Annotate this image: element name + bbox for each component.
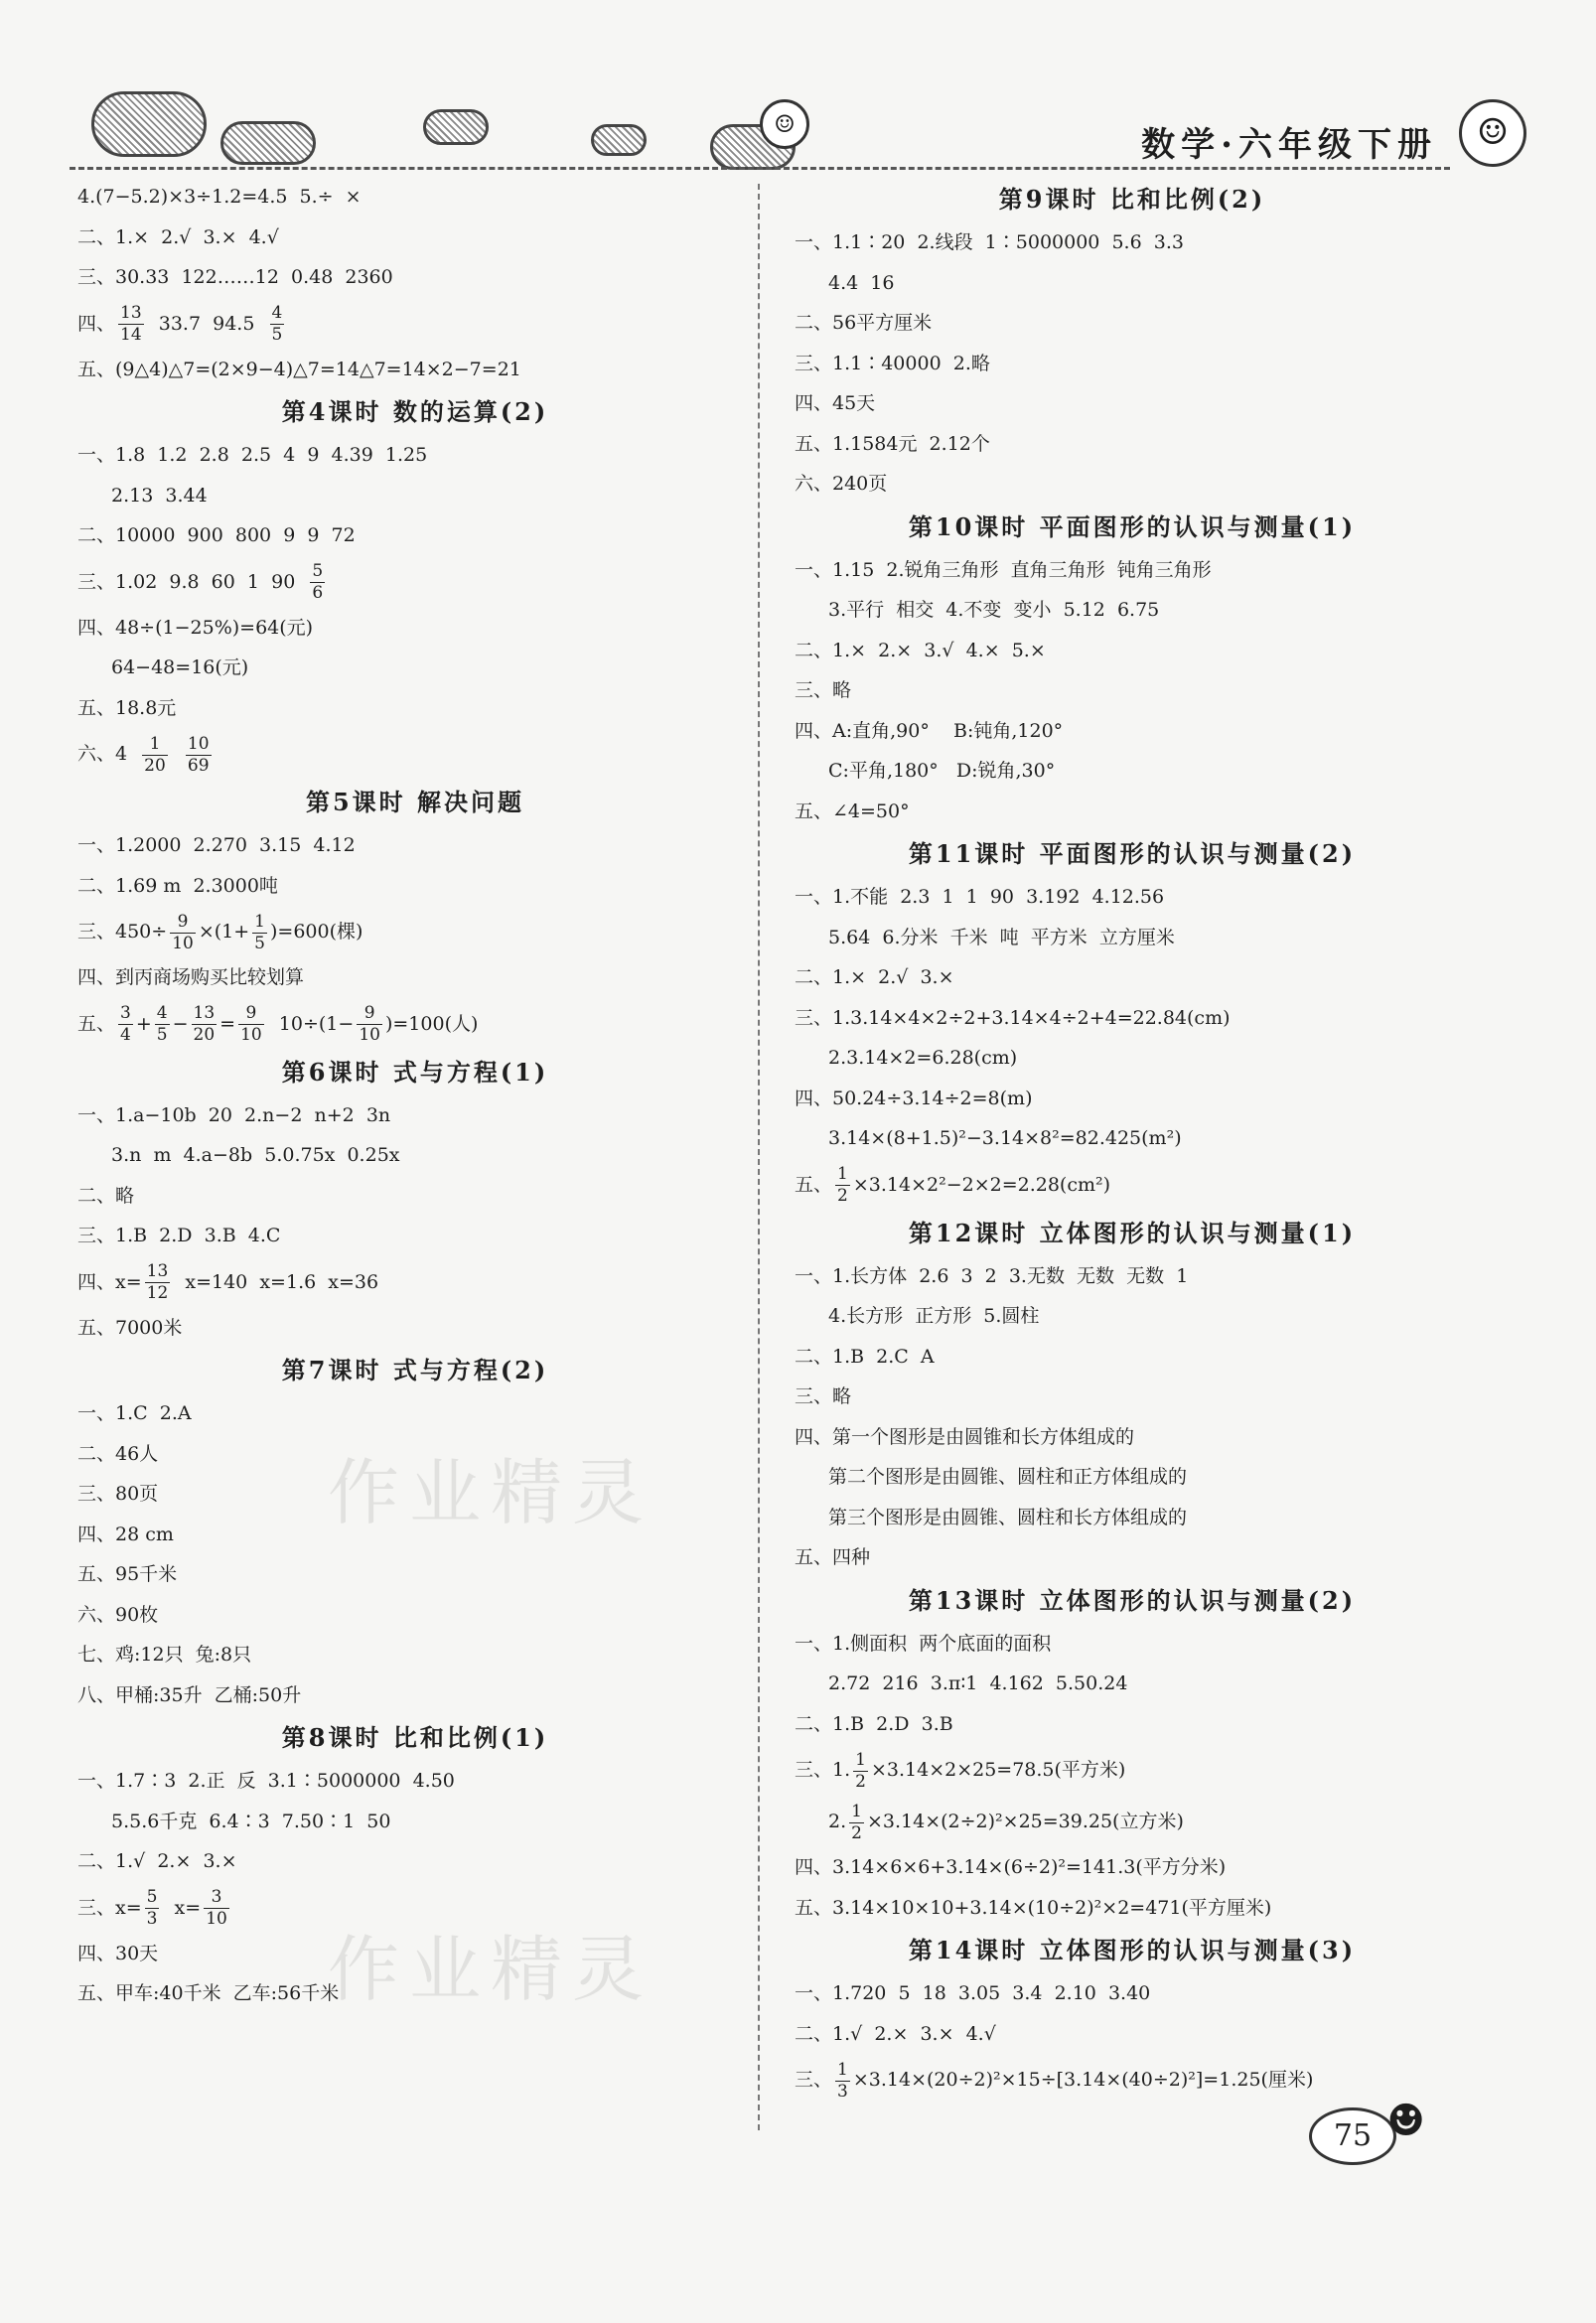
answer-text: )=600(棵) [270, 921, 363, 943]
answer-line [795, 631, 1470, 671]
fraction-numerator: 1 [254, 911, 265, 932]
fraction-numerator: 5 [146, 1887, 158, 1907]
fraction [849, 1801, 864, 1843]
answer-line [77, 1135, 753, 1176]
answer-line [77, 1256, 753, 1308]
answer-text: 四、28 cm [77, 1523, 174, 1545]
fraction-numerator: 9 [357, 1005, 382, 1025]
answer-line [77, 1216, 753, 1256]
answer-text: 二、1.× 2.√ 3.× 4.√ [77, 225, 279, 248]
answer-text: ×3.14×2×25=78.5(平方米) [870, 1759, 1126, 1781]
answer-line [795, 751, 1470, 792]
answer-line [795, 1337, 1470, 1378]
answer-text: 二、46人 [77, 1442, 159, 1465]
answer-text: 三、x= [77, 1896, 142, 1919]
answer-text: 三、 [795, 2069, 833, 2091]
fraction-numerator: 3 [204, 1889, 229, 1909]
answer-line [795, 1664, 1470, 1704]
fraction-denominator: 5 [156, 1025, 168, 1045]
answer-text: 四、3.14×6×6+3.14×(6÷2)²=141.3(平方分米) [795, 1856, 1227, 1878]
answer-text: 二、1.× 2.× 3.√ 4.× 5.× [795, 639, 1046, 661]
answer-text: 二、略 [77, 1184, 135, 1207]
smiling-cloud-icon [91, 91, 207, 157]
answer-line [77, 648, 753, 688]
lesson-heading: 第5课时 解决问题 [305, 788, 525, 816]
fraction-denominator: 20 [193, 1025, 216, 1045]
lesson-heading: 第13课时 立体图形的认识与测量(2) [908, 1585, 1357, 1615]
fraction-denominator: 10 [172, 933, 194, 953]
answer-line [795, 1537, 1470, 1578]
fraction-denominator: 10 [240, 1025, 262, 1045]
cloud-icon [423, 109, 489, 145]
lesson-heading: 第9课时 比和比例(2) [998, 185, 1266, 214]
answer-line [795, 222, 1470, 263]
answer-text: 五、95千米 [77, 1563, 178, 1585]
fraction-numerator: 1 [837, 2059, 848, 2080]
answer-line [795, 1159, 1470, 1211]
answer-line [795, 344, 1470, 384]
answer-text: 六、90枚 [77, 1603, 159, 1626]
answer-text: 2. [828, 1811, 847, 1832]
answer-text: 10÷(1− [266, 1012, 355, 1035]
header-title: 数学·六年级下册 [1141, 125, 1437, 165]
answer-text: 二、1.√ 2.× 3.× 4.√ [795, 2022, 996, 2045]
answer-line [795, 1256, 1470, 1297]
answer-text: 3.n m 4.a−8b 5.0.75x 0.25x [111, 1144, 400, 1166]
answer-line [795, 1079, 1470, 1119]
fraction-denominator: 10 [206, 1909, 227, 1929]
answer-text: 五、18.8元 [77, 696, 177, 719]
answer-text: 一、1.a−10b 20 2.n−2 n+2 3n [77, 1103, 391, 1126]
answer-line [795, 792, 1470, 832]
fraction [118, 305, 144, 344]
answer-line [77, 1095, 753, 1136]
answer-text: 5.64 6.分米 千米 吨 平方米 立方厘米 [828, 926, 1175, 948]
fraction-denominator: 2 [851, 1822, 862, 1843]
answer-text: x=140 x=1.6 x=36 [173, 1270, 379, 1293]
answer-line [77, 257, 753, 298]
fraction-denominator: 69 [187, 755, 210, 776]
sun-icon: ☺ [760, 99, 809, 149]
fraction-denominator: 20 [144, 755, 166, 776]
answer-line [77, 825, 753, 866]
lesson-heading: 第12课时 立体图形的认识与测量(1) [908, 1218, 1357, 1247]
answer-text: 三、450÷ [77, 921, 168, 943]
answer-text: 七、鸡:12只 兔:8只 [77, 1644, 252, 1666]
fraction-denominator: 10 [359, 1025, 380, 1045]
answer-text: 五、四种 [795, 1546, 871, 1568]
fraction [145, 1889, 160, 1928]
answer-line [77, 608, 753, 649]
fraction-numerator: 13 [120, 303, 142, 323]
answer-text: )=100(人) [384, 1012, 479, 1035]
answer-text: 六、240页 [795, 473, 888, 495]
answer-text: x= [162, 1896, 202, 1919]
fraction-numerator: 3 [120, 1003, 131, 1023]
answer-text: ×3.14×2²−2×2=2.28(cm²) [852, 1173, 1111, 1196]
answer-text: = [219, 1012, 236, 1035]
answer-line [77, 866, 753, 907]
answer-line [77, 1635, 753, 1675]
answer-text: 一、1.C 2.A [77, 1402, 192, 1424]
fraction [835, 2059, 850, 2102]
answer-line [795, 2014, 1470, 2055]
answer-text: 三、1.3.14×4×2÷2+3.14×4÷2+4=22.84(cm) [795, 1006, 1231, 1029]
answer-text: ×3.14×(2÷2)²×25=39.25(立方米) [866, 1811, 1184, 1832]
answer-line [795, 1118, 1470, 1159]
answer-line [77, 435, 753, 476]
answer-line [77, 1761, 753, 1802]
fraction-numerator: 4 [271, 303, 283, 323]
smiling-sun-icon: ☺ [1459, 99, 1526, 167]
answer-text: 一、1.7∶3 2.正 反 3.1∶5000000 4.50 [77, 1770, 455, 1792]
answer-text: 五、∠4=50° [795, 799, 910, 822]
answer-text: 五、(9△4)△7=(2×9−4)△7=14△7=14×2−7=21 [77, 358, 521, 380]
answer-line [795, 1457, 1470, 1498]
answer-text: 三、1.1∶40000 2.略 [795, 352, 990, 374]
answer-line [77, 1554, 753, 1595]
answer-text: 4.(7−5.2)×3÷1.2=4.5 5.÷ × [77, 186, 362, 208]
lesson-heading: 第11课时 平面图形的认识与测量(2) [908, 839, 1357, 868]
answer-text: 第二个图形是由圆锥、圆柱和正方体组成的 [828, 1466, 1188, 1488]
answer-text: 一、1.侧面积 两个底面的面积 [795, 1632, 1052, 1655]
answer-text: 二、1.69 m 2.3000吨 [77, 874, 278, 897]
answer-line [77, 1675, 753, 1716]
answer-text: 二、1.B 2.D 3.B [795, 1712, 953, 1735]
fraction [270, 305, 285, 344]
fraction-denominator: 2 [837, 1186, 848, 1206]
answer-line [795, 464, 1470, 505]
answer-text: 三、1.B 2.D 3.B 4.C [77, 1225, 281, 1246]
fraction [192, 1005, 218, 1044]
left-column [77, 177, 753, 2014]
mascot-icon: ☻ [1386, 2096, 1426, 2146]
fraction [310, 563, 325, 602]
answer-text: 六、4 [77, 743, 140, 765]
answer-line [795, 670, 1470, 711]
answer-line [795, 1377, 1470, 1417]
lesson-heading: 第7课时 式与方程(2) [281, 1356, 549, 1384]
answer-text: 四、50.24÷3.14÷2=8(m) [795, 1087, 1033, 1109]
answer-line [77, 177, 753, 218]
answer-text: 2.3.14×2=6.28(cm) [828, 1047, 1018, 1069]
answer-text: C:平角,180° D:锐角,30° [828, 760, 1056, 782]
answer-text: 一、1.2000 2.270 3.15 4.12 [77, 834, 356, 856]
lesson-heading: 第6课时 式与方程(1) [281, 1057, 549, 1087]
answer-text: 三、略 [795, 1385, 852, 1407]
answer-line [795, 877, 1470, 918]
fraction [142, 733, 168, 776]
answer-text: 一、1.720 5 18 3.05 3.4 2.10 3.40 [795, 1982, 1151, 2004]
answer-line [795, 550, 1470, 591]
fraction-denominator: 4 [120, 1025, 131, 1045]
fraction-numerator: 1 [851, 1801, 862, 1821]
fraction-numerator: 5 [312, 561, 324, 581]
fraction-denominator: 3 [146, 1909, 158, 1929]
fraction-denominator: 6 [312, 583, 324, 603]
answer-line [795, 1296, 1470, 1337]
answer-line [77, 1595, 753, 1636]
answer-line [77, 1308, 753, 1349]
answer-line [77, 218, 753, 258]
answer-line [77, 906, 753, 957]
column-divider [758, 184, 760, 2130]
answer-text: 四、A:直角,90° B:钝角,120° [795, 719, 1064, 742]
fraction-numerator: 13 [193, 1003, 216, 1023]
answer-text: 三、略 [795, 679, 852, 701]
answer-line [795, 918, 1470, 958]
answer-line [795, 263, 1470, 304]
fraction-denominator: 14 [120, 325, 142, 345]
answer-line [795, 1038, 1470, 1079]
fraction-denominator: 2 [855, 1771, 866, 1792]
fraction [357, 1005, 382, 1044]
fraction-numerator: 9 [170, 914, 196, 934]
answer-line [77, 957, 753, 998]
answer-text: − [172, 1012, 189, 1035]
answer-line [795, 1498, 1470, 1538]
fraction-numerator: 1 [142, 736, 168, 756]
answer-text: 四、45天 [795, 392, 876, 414]
answer-line [795, 1973, 1470, 2014]
answer-text: 三、30.33 122……12 0.48 2360 [77, 266, 393, 288]
answer-line [795, 1847, 1470, 1888]
answer-text: 四、x= [77, 1270, 142, 1293]
fraction-denominator: 5 [271, 325, 283, 345]
answer-text: 33.7 94.5 [146, 312, 267, 335]
fraction-denominator: 5 [254, 933, 265, 953]
answer-line [795, 383, 1470, 424]
answer-text: 四、到丙商场购买比较划算 [77, 966, 305, 988]
answer-line [795, 424, 1470, 465]
answer-text: + [135, 1012, 152, 1035]
answer-line [77, 1841, 753, 1882]
answer-line [795, 2054, 1470, 2105]
answer-line [795, 998, 1470, 1039]
fraction-numerator: 4 [156, 1003, 168, 1023]
answer-text: 一、1.8 1.2 2.8 2.5 4 9 4.39 1.25 [77, 444, 428, 466]
answer-text: 一、1.长方体 2.6 3 2 3.无数 无数 无数 1 [795, 1264, 1189, 1287]
answer-text: 第三个图形是由圆锥、圆柱和长方体组成的 [828, 1506, 1188, 1528]
fraction [204, 1889, 229, 1928]
fraction [853, 1749, 868, 1792]
answer-line [795, 1888, 1470, 1929]
answer-text: 三、1.02 9.8 60 1 90 [77, 570, 308, 593]
answer-line [77, 1176, 753, 1217]
answer-text: ×(1+ [198, 921, 250, 943]
fraction [835, 1166, 850, 1205]
lesson-heading: 第10课时 平面图形的认识与测量(1) [908, 511, 1357, 541]
answer-text: 五、 [77, 1012, 116, 1035]
answer-text: 2.13 3.44 [111, 484, 208, 507]
answer-text: 四、48÷(1−25%)=64(元) [77, 616, 314, 639]
answer-text: 五、甲车:40千米 乙车:56千米 [77, 1982, 340, 2004]
fraction [170, 911, 196, 953]
fraction-numerator: 9 [238, 1005, 264, 1025]
fraction [186, 733, 212, 776]
fraction-numerator: 13 [146, 1261, 169, 1281]
answer-text: 二、1.× 2.√ 3.× [795, 966, 954, 988]
answer-line [795, 957, 1470, 998]
answer-text: 八、甲桶:35升 乙桶:50升 [77, 1683, 302, 1706]
answer-text: 二、10000 900 800 9 9 72 [77, 524, 356, 546]
answer-text: 一、1.不能 2.3 1 1 90 3.192 4.12.56 [795, 886, 1165, 908]
answer-text: 四、30天 [77, 1942, 159, 1964]
fraction [238, 1005, 264, 1044]
answer-text: 4.长方形 正方形 5.圆柱 [828, 1305, 1040, 1327]
fraction-numerator: 10 [187, 733, 210, 754]
answer-text: 三、1. [795, 1759, 851, 1781]
answer-text: 4.4 16 [828, 271, 895, 294]
right-column [795, 177, 1470, 2105]
fraction [252, 911, 267, 953]
fraction-numerator: 1 [837, 1164, 848, 1184]
answer-line [795, 711, 1470, 752]
answer-text: 64−48=16(元) [111, 656, 249, 678]
lesson-heading: 第4课时 数的运算(2) [281, 397, 549, 426]
answer-line [77, 1802, 753, 1842]
answer-line [795, 1796, 1470, 1847]
answer-text: 一、1.1∶20 2.线段 1∶5000000 5.6 3.3 [795, 231, 1184, 253]
cloud-icon [591, 124, 647, 156]
answer-text: 五、7000米 [77, 1316, 183, 1339]
answer-line [795, 590, 1470, 631]
answer-text: ×3.14×(20÷2)²×15÷[3.14×(40÷2)²]=1.25(厘米) [852, 2069, 1314, 2091]
lesson-heading: 第14课时 立体图形的认识与测量(3) [908, 1936, 1357, 1964]
watermark: 作业精灵 [328, 1451, 654, 1534]
answer-line [77, 515, 753, 556]
answer-text: 二、1.√ 2.× 3.× [77, 1850, 237, 1872]
fraction [118, 1005, 133, 1044]
answer-text: 五、1.1584元 2.12个 [795, 432, 990, 455]
answer-line [77, 476, 753, 516]
cloud-icon [220, 121, 316, 165]
answer-line [795, 303, 1470, 344]
answer-text: 四、第一个图形是由圆锥和长方体组成的 [795, 1425, 1135, 1448]
answer-text: 二、56平方厘米 [795, 312, 933, 334]
answer-text: 五、 [795, 1173, 833, 1196]
answer-text: 3.14×(8+1.5)²−3.14×8²=82.425(m²) [828, 1127, 1182, 1149]
answer-line [795, 1624, 1470, 1665]
answer-line [795, 1704, 1470, 1745]
lesson-heading: 第8课时 比和比例(1) [281, 1723, 549, 1752]
answer-text: 三、80页 [77, 1483, 159, 1505]
fraction [155, 1005, 170, 1044]
answer-line [77, 998, 753, 1050]
fraction-numerator: 1 [855, 1749, 866, 1770]
answer-text: 二、1.B 2.C A [795, 1345, 935, 1368]
answer-line [77, 556, 753, 608]
answer-line [77, 1393, 753, 1434]
answer-text [171, 743, 183, 765]
answer-line [795, 1744, 1470, 1796]
fraction-denominator: 3 [837, 2081, 848, 2102]
page-number: 75 [1309, 2107, 1396, 2165]
answer-text: 3.平行 相交 4.不变 变小 5.12 6.75 [828, 599, 1160, 621]
answer-line [77, 350, 753, 390]
answer-text: 五、3.14×10×10+3.14×(10÷2)²×2=471(平方厘米) [795, 1896, 1272, 1919]
answer-text: 一、1.15 2.锐角三角形 直角三角形 钝角三角形 [795, 558, 1212, 581]
header-divider [70, 167, 1450, 170]
answer-text: 四、 [77, 312, 116, 335]
fraction [145, 1263, 171, 1302]
watermark: 作业精灵 [328, 1928, 654, 2011]
fraction-denominator: 12 [146, 1283, 169, 1303]
answer-line [77, 728, 753, 780]
answer-text: 2.72 216 3.π∶1 4.162 5.50.24 [828, 1672, 1128, 1694]
answer-line [77, 688, 753, 729]
answer-line [77, 298, 753, 350]
answer-text: 5.5.6千克 6.4∶3 7.50∶1 50 [111, 1810, 391, 1832]
answer-line [795, 1417, 1470, 1458]
